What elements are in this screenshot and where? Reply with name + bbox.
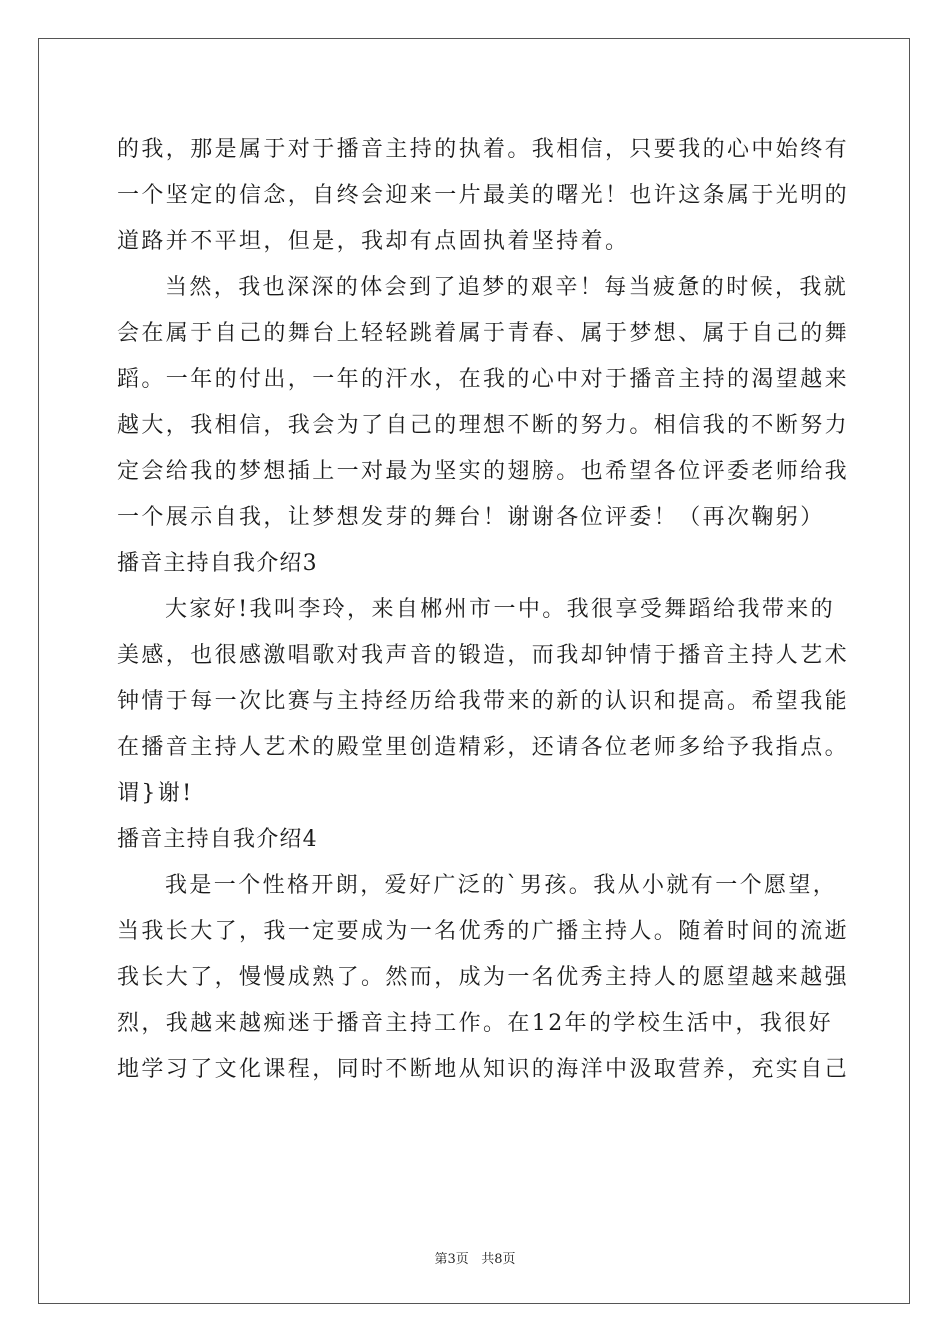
- text-line: 定会给我的梦想插上一对最为坚实的翅膀。也希望各位评委老师给我: [117, 459, 850, 484]
- text-line: 在播音主持人艺术的殿堂里创造精彩，还请各位老师多给予我指点。: [117, 735, 850, 760]
- page-total: 共8页: [481, 1252, 516, 1267]
- text-line: 钟情于每一次比赛与主持经历给我带来的新的认识和提高。希望我能: [117, 689, 850, 714]
- text-line: 我长大了，慢慢成熟了。然而，成为一名优秀主持人的愿望越来越强: [117, 965, 850, 990]
- text-line: 美感，也很感激唱歌对我声音的锻造，而我却钟情于播音主持人艺术: [117, 643, 850, 668]
- text-line: 当然，我也深深的体会到了追梦的艰辛！每当疲惫的时候，我就: [165, 275, 849, 300]
- text-line: 会在属于自己的舞台上轻轻跳着属于青春、属于梦想、属于自己的舞: [117, 321, 850, 346]
- document-body: [117, 127, 850, 1093]
- text-line: 越大，我相信，我会为了自己的理想不断的努力。相信我的不断努力: [117, 413, 850, 438]
- section-heading: 播音主持自我介绍4: [117, 827, 318, 852]
- text-line: 一个展示自我，让梦想发芽的舞台！谢谢各位评委！（再次鞠躬）: [117, 505, 825, 530]
- text-line: 一个坚定的信念，自终会迎来一片最美的曙光！也许这条属于光明的: [117, 183, 850, 208]
- text-line: 当我长大了，我一定要成为一名优秀的广播主持人。随着时间的流逝: [117, 919, 850, 944]
- text-line: 的我，那是属于对于播音主持的执着。我相信，只要我的心中始终有: [117, 137, 850, 162]
- text-line: 大家好!我叫李玲，来自郴州市一中。我很享受舞蹈给我带来的: [165, 597, 836, 622]
- text-line: 蹈。一年的付出，一年的汗水，在我的心中对于播音主持的渴望越来: [117, 367, 850, 392]
- text-line: 烈，我越来越痴迷于播音主持工作。在12年的学校生活中，我很好: [117, 1011, 833, 1036]
- page-footer: [0, 1248, 950, 1267]
- text-line: 地学习了文化课程，同时不断地从知识的海洋中汲取营养，充实自己: [117, 1057, 850, 1082]
- text-line: 道路并不平坦，但是，我却有点固执着坚持着。: [117, 229, 630, 254]
- section-heading: 播音主持自我介绍3: [117, 551, 318, 576]
- text-line: 我是一个性格开朗，爱好广泛的`男孩。我从小就有一个愿望，: [165, 873, 838, 898]
- page-number: 第3页: [434, 1252, 469, 1267]
- text-line: 谓}谢!: [117, 781, 194, 806]
